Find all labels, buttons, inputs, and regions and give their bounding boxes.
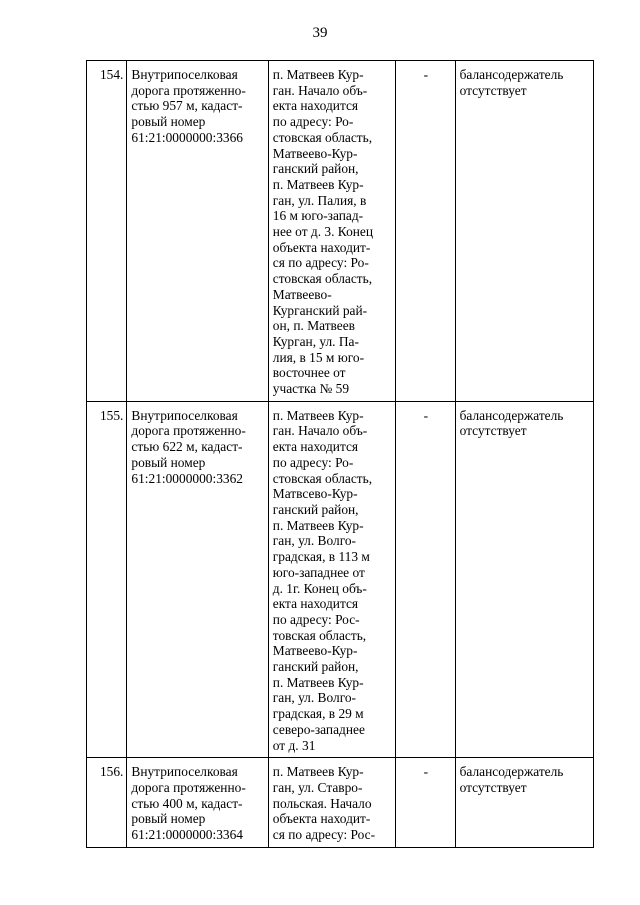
text-line: ровый номер xyxy=(131,114,206,130)
text-line: нее от д. 3. Конец xyxy=(272,224,374,240)
object-address xyxy=(268,758,395,848)
text-line: градская, в 29 м xyxy=(272,706,364,722)
text-line: ганский район, xyxy=(272,659,359,675)
text-line: лия, в 15 м юго- xyxy=(272,349,365,365)
text-line: стовская область, xyxy=(272,271,373,287)
text-line: градская, в 113 м xyxy=(272,549,370,565)
row-number: 154. xyxy=(87,61,127,402)
text-line: балансодержатель xyxy=(459,764,564,780)
text-line: 61:21:0000000:3366 xyxy=(131,129,243,145)
text-line: п. Матвеев Кур- xyxy=(272,407,364,423)
object-address xyxy=(268,401,395,757)
object-name xyxy=(127,758,268,848)
balance-holder xyxy=(455,401,593,757)
text-line: ган. Начало объ- xyxy=(272,82,368,98)
text-line: стью 957 м, кадаст- xyxy=(131,98,243,114)
dash-cell: - xyxy=(396,61,456,402)
text-line: ган. Начало объ- xyxy=(272,423,368,439)
text-line: Внутрипоселковая xyxy=(131,764,238,780)
text-line: Внутрипоселковая xyxy=(131,407,238,423)
text-line: дорога протяженно- xyxy=(131,82,246,98)
table-row xyxy=(87,758,594,848)
text-line: Матвеево-Кур- xyxy=(272,643,358,659)
text-line: Матвсево-Кур- xyxy=(272,486,358,502)
row-number: 156. xyxy=(87,758,127,848)
text-line: ровый номер xyxy=(131,811,206,827)
text-line: ган, ул. Палия, в xyxy=(272,192,367,208)
text-line: стовская область, xyxy=(272,470,373,486)
balance-holder xyxy=(455,61,593,402)
text-line: д. 1г. Конец объ- xyxy=(272,580,367,596)
text-line: ганский район, xyxy=(272,501,359,517)
text-line: екта находится xyxy=(272,596,359,612)
text-line: восточнее от xyxy=(272,365,346,381)
text-line: ган, ул. Ставро- xyxy=(272,779,363,795)
text-line: отсутствует xyxy=(459,82,527,98)
text-line: он, п. Матвеев xyxy=(272,318,356,334)
text-line: п. Матвеев Кур- xyxy=(272,517,364,533)
text-line: по адресу: Рос- xyxy=(272,611,360,627)
text-line: по адресу: Ро- xyxy=(272,114,354,130)
text-line: 16 м юго-запад- xyxy=(272,208,364,224)
text-line: Матвеево- xyxy=(272,286,332,302)
text-line: екта находится xyxy=(272,439,359,455)
text-line: ся по адресу: Ро- xyxy=(272,255,369,271)
text-line: стью 400 м, кадаст- xyxy=(131,795,243,811)
object-name xyxy=(127,401,268,757)
text-line: п. Матвеев Кур- xyxy=(272,674,364,690)
text-line: отсутствует xyxy=(459,423,527,439)
text-line: объекта находит- xyxy=(272,811,371,827)
text-line: юго-западнее от xyxy=(272,564,365,580)
text-line: по адресу: Ро- xyxy=(272,454,354,470)
text-line: дорога протяженно- xyxy=(131,423,246,439)
page-number: 39 xyxy=(312,25,328,41)
text-line: балансодержатель xyxy=(459,407,564,423)
text-line: стовская область, xyxy=(272,129,373,145)
text-line: стью 622 м, кадаст- xyxy=(131,439,243,455)
text-line: п. Матвеев Кур- xyxy=(272,67,364,82)
dash-cell: - xyxy=(396,401,456,757)
text-line: объекта находит- xyxy=(272,239,371,255)
text-line: участка № 59 xyxy=(272,381,350,397)
text-line: Внутрипоселковая xyxy=(131,67,238,82)
balance-holder xyxy=(455,758,593,848)
text-line: Курганский рай- xyxy=(272,302,368,318)
text-line: от д. 31 xyxy=(272,737,316,753)
table-row xyxy=(87,401,594,757)
row-number: 155. xyxy=(87,401,127,757)
text-line: ровый номер xyxy=(131,454,206,470)
object-name xyxy=(127,61,268,402)
text-line: северо-западнее xyxy=(272,721,365,737)
text-line: п. Матвеев Кур- xyxy=(272,176,364,192)
text-line: польская. Начало xyxy=(272,795,372,811)
text-line: екта находится xyxy=(272,98,359,114)
table-row xyxy=(87,61,594,402)
object-address xyxy=(268,61,395,402)
text-line: ган, ул. Волго- xyxy=(272,533,357,549)
text-line: ганский район, xyxy=(272,161,359,177)
text-line: 61:21:0000000:3362 xyxy=(131,470,243,486)
text-line: ган, ул. Волго- xyxy=(272,690,357,706)
register-table xyxy=(86,60,594,848)
text-line: п. Матвеев Кур- xyxy=(272,764,364,780)
text-line: Курган, ул. Па- xyxy=(272,333,359,349)
text-line: 61:21:0000000:3364 xyxy=(131,827,243,843)
text-line: ся по адресу: Рос- xyxy=(272,827,376,843)
text-line: дорога протяженно- xyxy=(131,779,246,795)
text-line: балансодержатель xyxy=(459,67,564,82)
text-line: отсутствует xyxy=(459,779,527,795)
text-line: товская область, xyxy=(272,627,367,643)
text-line: Матвеево-Кур- xyxy=(272,145,358,161)
dash-cell: - xyxy=(396,758,456,848)
